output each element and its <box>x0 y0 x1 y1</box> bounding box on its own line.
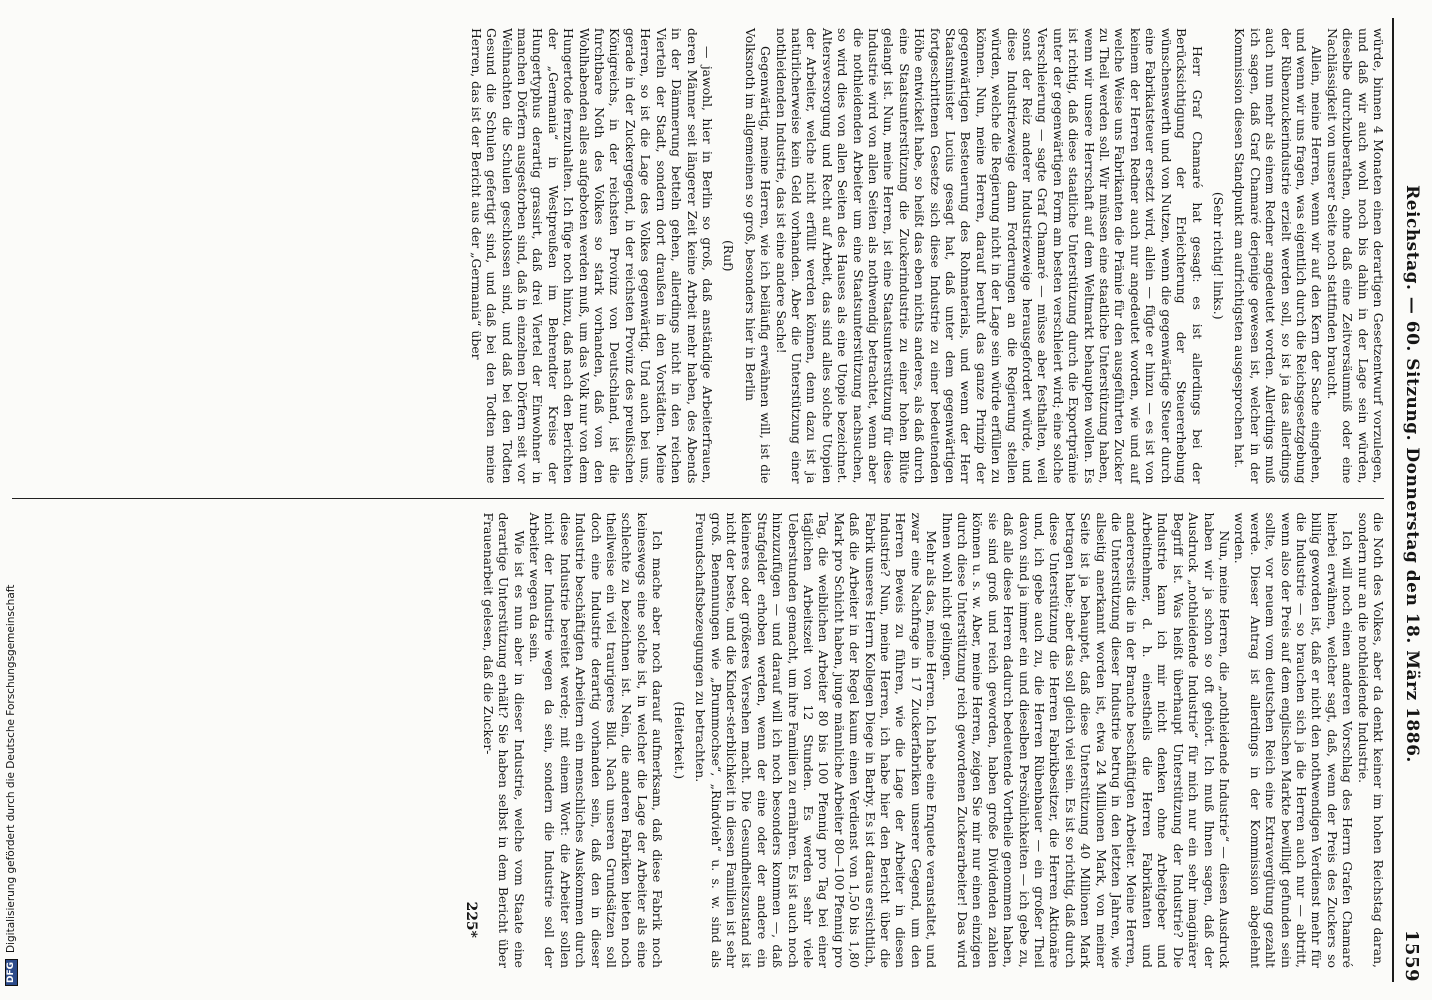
paragraph: die Noth des Volkes, aber da denkt keiner im hohen Reichstag daran, sondern nur an die nothleidende Industrie. <box>1355 512 1386 968</box>
paragraph: — jawohl, hier in Berlin so groß, daß anständige Arbeiterfrauen, deren Männer seit längerer Zeit keine Arbeit mehr haben, des Abends in der Dämmerung betteln gehen, allerdings nicht in den reichen Vierteln der Stadt, sondern dort draußen in den Vorstädten. Meine Herren, so ist die Lage des Volkes gegenwärtig. Und auch bei uns, gerade in der Zuckergegend, in der reichsten Provinz des preußischen Königreichs, in der reichsten Provinz von Deutschland, ist die furchtbare Noth des Volkes so stark vorhanden, daß von den Wohlhabenden alles aufgeboten werden muß, um das Volk nur von dem Hungertode fernzuhalten. Ich füge noch hinzu, daß nach den Berichten der „Germania“ in Westpreußen im Behrendter Kreise der Hungertyphus derartig grassirt, daß drei Viertel der Einwohner in manchen Dörfern ausgestorben sind, daß in einzelnen Dörfern seit vor Weihnachten die Schulen geschlossen sind, und daß bei den Todten Gesund die Schulen gefertigt sind, und daß bei den Todten meine Herren, das ist der Bericht aus der „Germania“ über <box>468 28 715 484</box>
header-rule <box>1392 18 1394 982</box>
column-left <box>12 14 1386 498</box>
paragraph: Ich mache aber noch darauf aufmerksam, daß diese Fabrik noch keineswegs eine solche ist, in welcher die Lage der Arbeiter als eine schlechte zu bezeichnen ist. Nein, die anderen Fabriken bieten noch theilweise ein viel traurigeres Bild. Nach unseren Grundsätzen soll doch eine Industrie derartig vorhanden sein, daß den in dieser Industrie beschäftigten Arbeitern ein menschliches Auskommen durch diese Industrie bereitet werde; mit einem Wort: die Arbeiter sollen nicht der Industrie wegen da sein, sondern die Industrie soll der Arbeiter wegen da sein. <box>527 512 666 968</box>
paragraph: würde, binnen 4 Monaten einen derartigen Gesetzentwurf vorzulegen, und daß wir auch wohl noch bis dahin in der Lage sein würden, dieselbe durchzuberathen, ohne daß eine Zeitversäumniß oder eine Nachlässigkeit von unserer Seite noch stattfinden braucht. <box>1324 28 1386 484</box>
interjection: (Ruf) <box>721 239 737 272</box>
paragraph: Nun, meine Herren, die „nothleidende Industrie“ — diesen Ausdruck haben wir ja schon so oft gehört. Ich muß Ihnen sagen, daß der Ausdruck „nothleidende Industrie“ für mich nur ein sehr imaginärer Begriff ist. Was heißt überhaupt Unterstützung der Industrie? Die Industrie kann ich mir nicht denken ohne Arbeitgeber und Arbeitnehmer, d. h. einestheils die Herren Fabrikanten und andererseits die in der Branche beschäftigten Arbeiter. Meine Herren, die Unterstützung dieser Industrie betrug in den letzten Jahren, wie allseitig anerkannt worden ist, etwa 24 Millionen Mark, von meiner Seite ist ja behauptet, daß diese Unterstützung 40 Millionen Mark betragen habe; aber das soll gleich viel sein. Es ist so richtig, daß durch diese Unterstützung die Herren Fabrikbesitzer, die Herren Aktionäre und, ich gebe auch zu, die Herren Rübenbauer — ein großer Theil davon sind ja immer ein und dieselben Persönlichkeiten — ich gebe zu, daß alle diese Herren dadurch bedeutende Vortheile genommen haben, sie sind groß und reich geworden, haben große Dividenden zahlen können u. s. w. Aber, meine Herren, zeigen Sie mir nur einen einzigen durch diese Unterstützung reich gewordenen Zuckerarbeiter! Das wird Ihnen wohl nicht gelingen. <box>939 512 1232 968</box>
paragraph: Mehr als das, meine Herren. Ich habe eine Enquete veranstaltet, und zwar eine Nachfrage in 17 Zuckerfabriken unserer Gegend, um den Herren Beweis zu führen, wie die Lage der Arbeiter in diesen Industrie? Nun, meine Herren, ich habe hier den Bericht über die Fabrik unseres Herrn Kollegen Diege in Barby. Es ist daraus ersichtlich, daß die Arbeiter in der Regel kaum einen Verdienst von 1,50 bis 1,80 Mark pro Schicht haben, junge männliche Arbeiter 80—100 Pfennig pro Tag, die weiblichen Arbeiter 80 bis 100 Pfennig pro Tag bei einer täglichen Arbeitszeit von 12 Stunden. Es werden sehr viele Ueberstunden gemacht, um ihre Familien zu ernähren. Es ist auch noch hinzuzufügen — und darauf will ich noch besonders kommen —, daß Strafgelder erhoben werden, wenn der eine oder der andere ein kleineres oder größeres Versehen macht. Die Gesundheitszustand ist nicht der beste, und die Kinder-sterblichkeit in diesen Familien ist sehr groß. Benennungen wie „Brummochse“, „Rindvieh“ u. s. w. sind als Freundschaftsbezeugungen zu betrachten. <box>693 512 940 968</box>
digitization-credit <box>0 0 22 1000</box>
dfg-logo: DFG <box>5 959 18 986</box>
paragraph: Wie ist es nun aber in dieser Industrie, welche vom Staate eine derartige Unterstützung erhält? Sie haben selbst in dem Bericht über Frauenarbeit gelesen, daß die Zucker- <box>480 512 527 968</box>
running-head-title: Reichstag. — 60. Sitzung. Donnerstag den 18. März 1886. <box>1402 185 1422 763</box>
running-head <box>1398 18 1426 982</box>
text-columns <box>12 14 1386 982</box>
paragraph: Herr Graf Chamaré hat gesagt: es ist allerdings bei der Berücksichtigung der Erleichterung der Steuererhebung wünschenswerth und von Nutzen, wenn die gegenwärtige Steuer durch eine Fabrikatsteuer ersetzt wird, allein — fügte er hinzu — es ist von keinem der Herren Redner auch nur angedeutet worden, wie und auf welche Weise uns Fabrikanten die Prämie für den ausgeführten Zucker zu Theil werden soll. Wir müssen eine staatliche Unterstützung haben, wenn wir unsere Herrschaft auf dem Weltmarkt behaupten wollen. Es ist richtig, daß diese staatliche Unterstützung durch die Exportprämie unter der gegenwärtigen Form am besten verschleiert wird; eine solche Verschleierung — sagte Graf Chamaré — müsse aber festhalten, weil sonst der Reiz anderer Industriezweige herausgefordert würde, und diese Industriezweige dann Forderungen an die Regierung stellen würden, welche die Regierung nicht in der Lage sein würde erfüllen zu können. Nun, meine Herren, darauf beruht das ganze Prinzip der gegenwärtigen Besteuerung des Rohmaterials, und wenn der Herr Staatsminister Lucius gesagt hat, daß unter dem gegenwärtigen fortgeschrittenen Gesetze sich diese Industrie zu einer bedeutenden Höhe entwickelt habe, so heißt das eben nichts anderes, als daß durch eine Staatsunterstützung die Zuckerindustrie zu einer hohen Blüte gelangt ist. Nun, meine Herren, ist eine Staatsunterstützung für diese Industrie wird von allen Seiten als nothwendig betrachtet, wenn aber die nothleidenden Arbeiter um eine Staatsunterstützung nachsuchen, so wird dies von allen Seiten des Hauses als eine Utopie bezeichnet. Altersversorgung und Recht auf Arbeit, das sind alles solche Utopien der Arbeiter, welche nicht erfüllt werden können, denn dazu ist ja natürlicherweise kein Geld vorhanden. Aber die Unterstützung einer nothleidenden Industrie, das ist eine andere Sache! <box>773 28 1205 484</box>
column-right <box>12 499 1386 983</box>
paragraph: Allein, meine Herren, wenn wir auf den Kern der Sache eingehen, und wenn wir uns fragen, was eigentlich durch die Reichsgesetzgebung der Rübenzuckerindustrie erzielt werden soll, so ist ja das allerdings auch nun mehr als einem Redner angedeutet worden. Allerdings muß ich sagen, daß Graf Chamaré derjenige gewesen ist, welcher in der Kommission diesen Standpunkt am aufrichtigsten ausgesprochen hat. <box>1232 28 1325 484</box>
page-number: 1559 <box>1401 929 1423 982</box>
paragraph: Gegenwärtig, meine Herren, wie ich beiläufig erwähnen will, ist die Volksnoth im allgemeinen so groß, besonders hier in Berlin <box>742 28 774 484</box>
interjection: (Sehr richtig! links.) <box>1210 191 1226 320</box>
paragraph: Ich will noch einen anderen Vorschlag des Herrn Grafen Chamaré hierbei erwähnen, welcher sagt, daß, wenn der Preis des Zuckers so billig geworden ist, daß er nicht den nothwendigen Verdienst mehr für die Industrie — so brauchen sich ja die Herren auch nur — abtritt, wenn also der Preis auf dem englischen Markte bewilligt gefunden sein sollte, vor neuem vom deutschen Reich eine Extravergütung gezahlt werde. Dieser Antrag ist allerdings in der Kommission abgelehnt worden. <box>1232 512 1356 968</box>
digitization-credit-text: Digitalisierung gefördert durch die Deutsche Forschungsgemeinschaft <box>5 584 17 953</box>
interjection: (Heiterkeit.) <box>671 701 687 780</box>
signature-mark: 225* <box>463 901 480 938</box>
